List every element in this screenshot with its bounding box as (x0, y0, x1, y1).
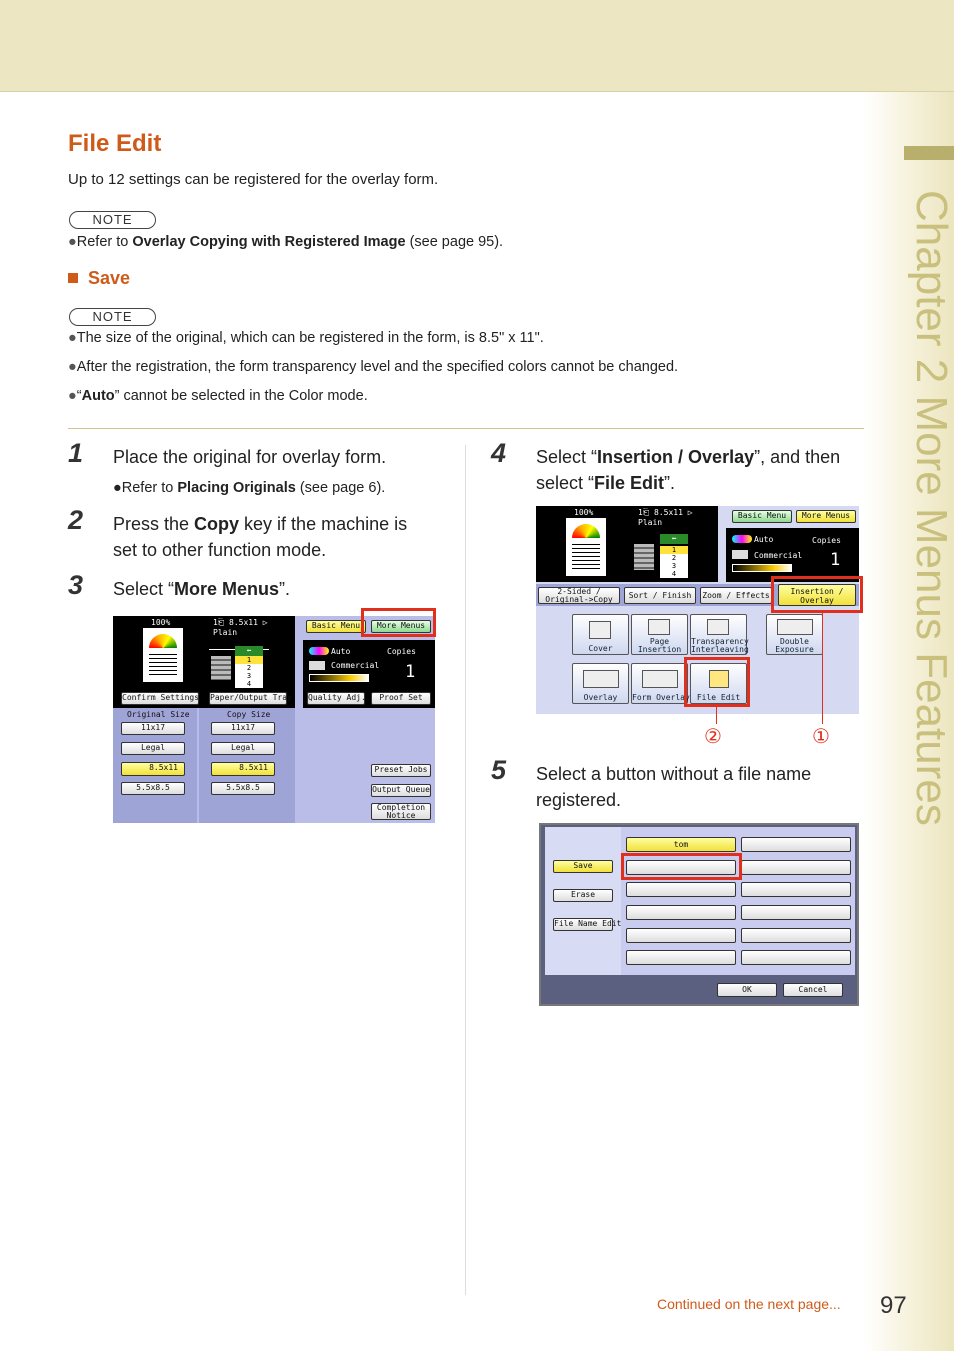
column-divider (465, 445, 466, 1295)
file-slot-button[interactable] (741, 860, 851, 875)
stack-icon (211, 656, 231, 680)
copies-label: Copies (387, 647, 416, 656)
form-overlay-label: Form Overlay (632, 693, 690, 702)
page-icon (583, 670, 619, 688)
top-band (0, 0, 954, 92)
tab-sort-finish[interactable]: Sort / Finish (624, 587, 696, 604)
overlay-button[interactable] (572, 663, 629, 704)
file-slot-button[interactable] (741, 950, 851, 965)
more-menus-button[interactable]: More Menus (371, 620, 431, 633)
overlay-label: Overlay (583, 693, 618, 702)
transparency-interleaving-button[interactable] (690, 614, 747, 655)
page-icon (777, 619, 813, 635)
step-text: Select a button without a file name registered. (536, 764, 812, 810)
size-55x85-button[interactable]: 5.5x8.5 (121, 782, 185, 795)
tray-number: 3 (235, 672, 263, 680)
commercial-label: Commercial (331, 661, 380, 670)
original-preview-icon (143, 628, 183, 682)
zoom-label: 100% (574, 508, 594, 517)
erase-button[interactable]: Erase (553, 889, 613, 902)
page-insertion-label: Page Insertion (637, 637, 682, 654)
callout-1: ① (812, 726, 830, 748)
tab-zoom-effects[interactable]: Zoom / Effects (700, 587, 772, 604)
arrow-left-icon: ⬅ (235, 646, 263, 656)
page-icon (589, 621, 611, 639)
cancel-button[interactable]: Cancel (783, 983, 843, 997)
screen-more-menus (113, 616, 435, 823)
page-number: 97 (880, 1292, 907, 1319)
confirm-settings-button[interactable]: Confirm Settings (121, 692, 199, 705)
transparency-label: Transparency Interleaving (691, 637, 749, 654)
section-title: File Edit (68, 130, 162, 157)
page-icon (648, 619, 670, 635)
note-bullet: ●The size of the original, which can be registered in the form, is 8.5" x 11". (68, 330, 544, 346)
tray-number: 1 (235, 656, 263, 664)
basic-menu-button[interactable]: Basic Menu (732, 510, 792, 523)
highlight-box (621, 853, 742, 880)
plain-label: Plain (213, 628, 238, 637)
basic-menu-button[interactable]: Basic Menu (306, 620, 366, 633)
file-slot-button[interactable] (741, 837, 851, 852)
tray-number: 2 (660, 554, 688, 562)
divider (68, 428, 864, 429)
note-bullet: ●After the registration, the form transparency level and the specified colors cannot be changed. (68, 359, 679, 375)
file-edit-label: File Edit (696, 693, 741, 702)
tray-number: 2 (235, 664, 263, 672)
ok-button[interactable]: OK (717, 983, 777, 997)
continued-note: Continued on the next page... (657, 1296, 841, 1312)
note-bullet: ●“Auto” cannot be selected in the Color mode. (68, 388, 368, 404)
file-slot-button[interactable]: tom (626, 837, 736, 852)
tab-insertion-overlay[interactable]: Insertion / Overlay (778, 584, 856, 606)
tray-number: 4 (235, 680, 263, 688)
square-bullet-icon (68, 273, 78, 283)
highlight-box (361, 608, 436, 637)
copy-11x17-button[interactable]: 11x17 (211, 722, 275, 735)
file-slot-button[interactable] (626, 950, 736, 965)
copy-legal-button[interactable]: Legal (211, 742, 275, 755)
step-number: 1 (68, 438, 84, 468)
density-slider[interactable] (309, 674, 369, 682)
callout-line (822, 612, 823, 724)
page-insertion-button[interactable] (631, 614, 688, 655)
save-button[interactable]: Save (553, 860, 613, 873)
highlight-box (771, 576, 863, 613)
page-icon (642, 670, 678, 688)
copy-55x85-button[interactable]: 5.5x8.5 (211, 782, 275, 795)
stack-icon (634, 544, 654, 570)
completion-notice-button[interactable]: Completion Notice (371, 803, 431, 820)
file-slot-button[interactable] (741, 905, 851, 920)
proof-set-button[interactable]: Proof Set (371, 692, 431, 705)
output-queue-button[interactable]: Output Queue (371, 784, 431, 797)
save-heading: Save (68, 268, 130, 289)
size-legal-button[interactable]: Legal (121, 742, 185, 755)
double-exposure-label: Double Exposure (775, 637, 814, 654)
step-text: Select “More Menus”. (113, 579, 291, 599)
copies-count: 1 (405, 662, 416, 682)
quality-adj-button[interactable]: Quality Adj. (307, 692, 365, 705)
original-size-label: Original Size (127, 710, 190, 719)
auto-label: Auto (331, 647, 351, 656)
copies-label: Copies (812, 536, 841, 545)
paper-output-tray-button[interactable]: Paper/Output Tray (209, 692, 287, 705)
mode-icon (732, 550, 748, 559)
commercial-label: Commercial (754, 551, 803, 560)
copy-85x11-button[interactable]: 8.5x11 (211, 762, 275, 776)
file-slot-button[interactable] (741, 928, 851, 943)
arrow-left-icon: ⬅ (660, 534, 688, 544)
note-badge: NOTE (69, 211, 156, 229)
zoom-label: 100% (151, 618, 171, 627)
screen-file-edit (539, 823, 859, 1006)
intro-text: Up to 12 settings can be registered for the overlay form. (68, 171, 439, 188)
step-number: 3 (68, 570, 84, 600)
tab-2-sided[interactable]: 2-Sided / Original->Copy (538, 587, 620, 604)
cover-label: Cover (588, 644, 613, 653)
page-icon (707, 619, 729, 635)
callout-line (716, 706, 717, 724)
color-icon (732, 535, 752, 543)
step-number: 4 (491, 438, 507, 468)
cover-button[interactable] (572, 614, 629, 655)
size-11x17-button[interactable]: 11x17 (121, 722, 185, 735)
note-bullet: ●Refer to Overlay Copying with Registered Image (see page 95). (68, 234, 504, 250)
step-text: Select “Insertion / Overlay”, and then select “File Edit”. (536, 447, 841, 493)
chapter-tab-marker (904, 146, 954, 160)
original-preview-icon (566, 518, 606, 576)
form-overlay-button[interactable] (631, 663, 688, 704)
step-sub: ●Refer to Placing Originals (see page 6). (113, 480, 386, 496)
mode-icon (309, 661, 325, 670)
step-number: 2 (68, 505, 84, 535)
tray-number: 1 (660, 546, 688, 554)
auto-label: Auto (754, 535, 774, 544)
more-menus-button[interactable]: More Menus (796, 510, 856, 523)
step-text: Place the original for overlay form. (113, 447, 387, 467)
double-exposure-button[interactable] (766, 614, 823, 655)
preset-jobs-button[interactable]: Preset Jobs (371, 764, 431, 777)
density-slider[interactable] (732, 564, 792, 572)
file-name-edit-button[interactable]: File Name Edit (553, 918, 613, 931)
step-text: Press the Copy key if the machine is set to other function mode. (113, 514, 408, 560)
file-slot-button[interactable] (626, 882, 736, 897)
tray-number: 3 (660, 562, 688, 570)
chapter-title: Chapter 2 More Menus Features (907, 190, 956, 826)
highlight-box (684, 657, 750, 707)
paper-label: 1⎗ 8.5x11 ▷ (213, 618, 268, 627)
paper-label: 1⎗ 8.5x11 ▷ (638, 508, 693, 517)
size-85x11-button[interactable]: 8.5x11 (121, 762, 185, 776)
note-badge: NOTE (69, 308, 156, 326)
color-icon (309, 647, 329, 655)
copy-size-label: Copy Size (227, 710, 271, 719)
file-slot-button[interactable] (741, 882, 851, 897)
tray-number: 4 (660, 570, 688, 578)
plain-label: Plain (638, 518, 663, 527)
file-slot-button[interactable] (626, 905, 736, 920)
file-slot-button[interactable] (626, 928, 736, 943)
callout-2: ② (704, 726, 722, 748)
step-number: 5 (491, 755, 507, 785)
copies-count: 1 (830, 550, 841, 570)
